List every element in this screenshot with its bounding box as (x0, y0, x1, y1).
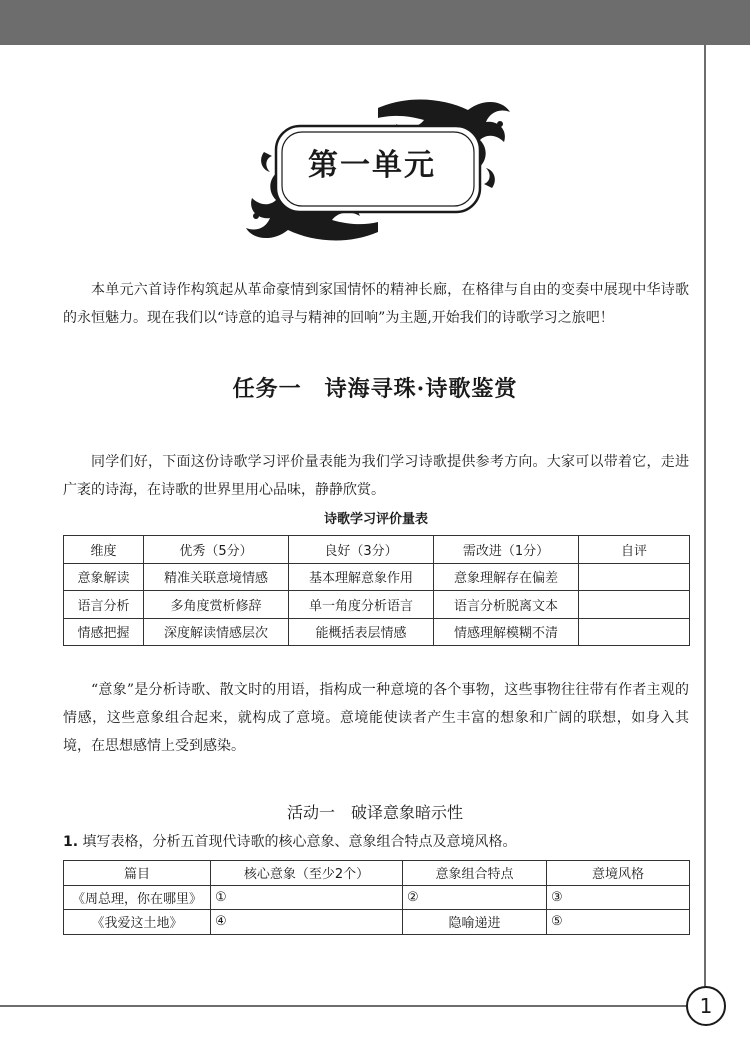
unit-title: 第一单元 (308, 148, 436, 183)
answer-blank-cell[interactable]: ④ (211, 910, 403, 935)
table-row (64, 563, 690, 591)
header-bar (0, 0, 750, 45)
table-header-row (64, 536, 690, 564)
activity-title: 活动一 破译意象暗示性 (286, 803, 463, 822)
table-cell: 意象解读 (64, 563, 144, 591)
header-cell: 意境风格 (547, 861, 690, 886)
question-text: 填写表格，分析五首现代诗歌的核心意象、意象组合特点及意境风格。 (82, 834, 517, 850)
header-cell: 篇目 (64, 861, 211, 886)
analysis-table (63, 860, 690, 935)
answer-blank-cell[interactable]: ② (403, 885, 547, 910)
header-cell: 意象组合特点 (403, 861, 547, 886)
definition-paragraph: “意象”是分析诗歌、散文时的用语，指构成一种意境的各个事物，这些事物往往带有作者主观的情感，这些意象组合起来，就构成了意境。意境能使读者产生丰富的想象和广阔的联想，如身入其境，在思想感情上受到感染。 (63, 682, 689, 754)
table-cell: 语言分析 (64, 591, 144, 619)
rubric-table (63, 535, 690, 646)
page-number: 1 (686, 986, 726, 1026)
table-row (64, 618, 690, 646)
table-cell: 情感把握 (64, 618, 144, 646)
frame-right-border (704, 45, 706, 1007)
table-cell: 多角度赏析修辞 (144, 591, 289, 619)
answer-blank-cell[interactable]: ① (211, 885, 403, 910)
header-cell: 核心意象（至少2个） (211, 861, 403, 886)
table-row (64, 910, 690, 935)
self-eval-cell[interactable] (579, 591, 690, 619)
table-cell: 意象理解存在偏差 (434, 563, 579, 591)
table-cell: 隐喻递进 (403, 910, 547, 935)
question-number: 1. (63, 834, 79, 850)
frame-bottom-border (0, 1005, 706, 1007)
table-cell: 单一角度分析语言 (289, 591, 434, 619)
header-cell: 自评 (579, 536, 690, 564)
answer-blank-cell[interactable]: ③ (547, 885, 690, 910)
table-row (64, 591, 690, 619)
self-eval-cell[interactable] (579, 563, 690, 591)
poem-title-cell: 《我爱这土地》 (64, 910, 211, 935)
table-cell: 情感理解模糊不清 (434, 618, 579, 646)
table-header-row (64, 861, 690, 886)
header-cell: 良好（3分） (289, 536, 434, 564)
header-cell: 需改进（1分） (434, 536, 579, 564)
table-cell: 基本理解意象作用 (289, 563, 434, 591)
rubric-caption: 诗歌学习评价量表 (323, 512, 428, 527)
self-eval-cell[interactable] (579, 618, 690, 646)
greeting-paragraph: 同学们好，下面这份诗歌学习评价量表能为我们学习诗歌提供参考方向。大家可以带着它，走进广袤的诗海，在诗歌的世界里用心品味，静静欣赏。 (63, 454, 689, 498)
table-row (64, 885, 690, 910)
poem-title-cell: 《周总理，你在哪里》 (64, 885, 211, 910)
answer-blank-cell[interactable]: ⑤ (547, 910, 690, 935)
table-cell: 语言分析脱离文本 (434, 591, 579, 619)
header-cell: 优秀（5分） (144, 536, 289, 564)
header-cell: 维度 (64, 536, 144, 564)
table-cell: 能概括表层情感 (289, 618, 434, 646)
table-cell: 深度解读情感层次 (144, 618, 289, 646)
question-1 (63, 830, 703, 854)
task-title: 任务一 诗海寻珠·诗歌鉴赏 (232, 376, 518, 402)
intro-paragraph: 本单元六首诗作构筑起从革命豪情到家国情怀的精神长廊，在格律与自由的变奏中展现中华诗歌的永恒魅力。现在我们以“诗意的追寻与精神的回响”为主题,开始我们的诗歌学习之旅吧！ (63, 282, 689, 326)
table-cell: 精准关联意境情感 (144, 563, 289, 591)
